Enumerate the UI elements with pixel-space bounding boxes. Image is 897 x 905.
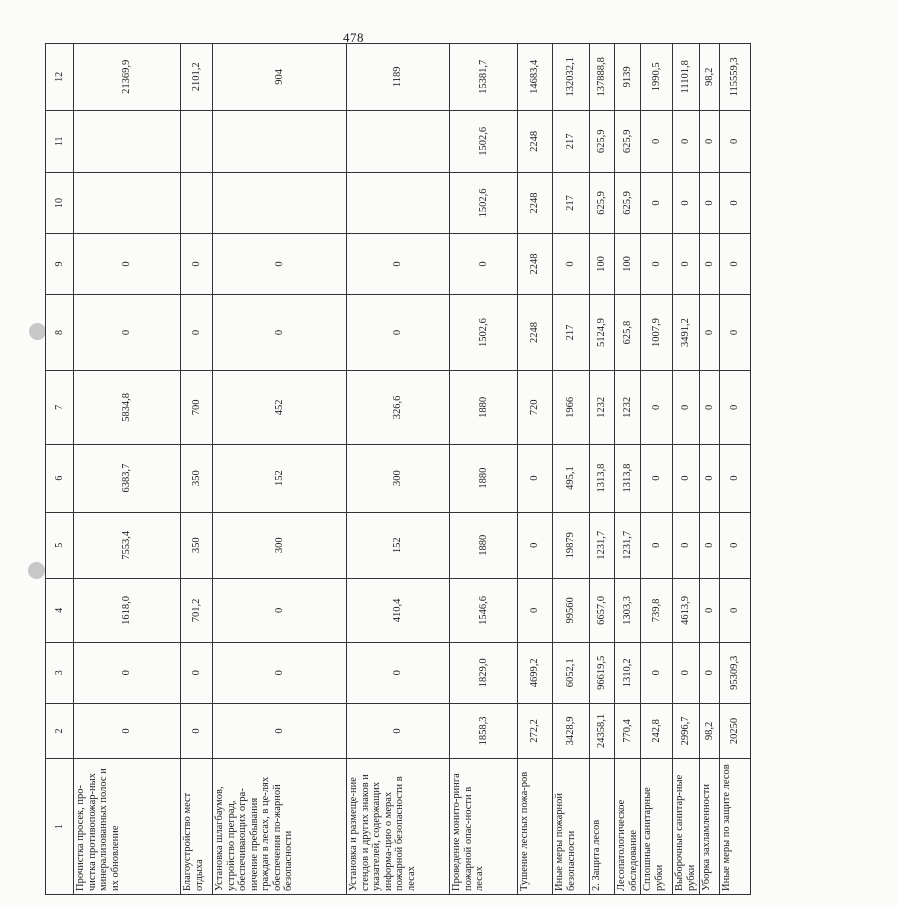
table-cell: 1232 (615, 371, 641, 444)
row-label: Проведение монито-ринга пожарной опас-ности в лесах (450, 759, 518, 895)
table-row (590, 44, 615, 895)
table-row (450, 44, 518, 895)
table-cell: 701,2 (181, 579, 213, 643)
table-cell: 625,9 (590, 173, 615, 234)
table-cell: 15381,7 (450, 44, 518, 111)
row-label: Установка шлагбаумов, устройство преград, обеспечивающих огра-ничение пребывания граждан в лесах, в це-лях обеспечения по-жарной безопасности (213, 759, 347, 895)
table-cell: 0 (641, 512, 673, 579)
forest-measures-table (45, 43, 751, 895)
table-cell: 1858,3 (450, 703, 518, 758)
table-cell: 0 (700, 642, 720, 703)
table-row (641, 44, 673, 895)
table-cell: 0 (700, 512, 720, 579)
table-cell: 1231,7 (590, 512, 615, 579)
table-row (615, 44, 641, 895)
table-row (700, 44, 720, 895)
column-header: 9 (46, 233, 74, 294)
row-label: Прочистка просек, про-чистка противопожар-ных минерализованных полос и их обновление (74, 759, 181, 895)
table-cell: 0 (700, 233, 720, 294)
table-cell: 7553,4 (74, 512, 181, 579)
table-cell: 2996,7 (673, 703, 700, 758)
table-cell: 0 (347, 294, 450, 370)
table-cell: 350 (181, 444, 213, 512)
table-cell: 132032,1 (553, 44, 590, 111)
table-cell: 0 (74, 703, 181, 758)
row-label: Иные меры по защите лесов (720, 759, 751, 895)
forest-measures-table-container (45, 43, 897, 891)
table-cell: 0 (181, 642, 213, 703)
table-row (553, 44, 590, 895)
column-header: 11 (46, 110, 74, 172)
punch-hole (29, 323, 46, 340)
table-cell: 2248 (518, 233, 553, 294)
table-cell: 98,2 (700, 703, 720, 758)
table-cell: 0 (720, 110, 751, 172)
table-cell: 96619,5 (590, 642, 615, 703)
table-cell: 1502,6 (450, 294, 518, 370)
column-header: 3 (46, 642, 74, 703)
table-cell: 1231,7 (615, 512, 641, 579)
table-cell: 217 (553, 173, 590, 234)
table-cell: 4699,2 (518, 642, 553, 703)
table-cell: 217 (553, 294, 590, 370)
table-cell: 1502,6 (450, 173, 518, 234)
page-number: 478 (343, 30, 364, 45)
table-cell: 0 (641, 173, 673, 234)
column-header: 1 (46, 759, 74, 895)
table-cell: 720 (518, 371, 553, 444)
table-cell: 625,9 (615, 173, 641, 234)
row-label: 2. Защита лесов (590, 759, 615, 895)
table-cell: 6052,1 (553, 642, 590, 703)
table-cell: 9139 (615, 44, 641, 111)
table-cell: 770,4 (615, 703, 641, 758)
table-cell (213, 173, 347, 234)
table-cell: 1829,0 (450, 642, 518, 703)
table-cell: 0 (518, 512, 553, 579)
table-cell: 452 (213, 371, 347, 444)
table-cell: 11101,8 (673, 44, 700, 111)
table-cell: 1880 (450, 512, 518, 579)
table-cell: 98,2 (700, 44, 720, 111)
table-cell: 0 (213, 294, 347, 370)
table-cell: 1618,0 (74, 579, 181, 643)
table-cell: 2101,2 (181, 44, 213, 111)
table-row (518, 44, 553, 895)
table-cell: 0 (720, 371, 751, 444)
table-cell: 0 (553, 233, 590, 294)
table-cell: 0 (74, 642, 181, 703)
table-cell: 0 (213, 233, 347, 294)
table-cell: 95309,3 (720, 642, 751, 703)
table-row (720, 44, 751, 895)
table-cell: 1313,8 (590, 444, 615, 512)
table-cell: 1007,9 (641, 294, 673, 370)
column-header: 7 (46, 371, 74, 444)
table-cell: 6657,0 (590, 579, 615, 643)
table-cell (74, 110, 181, 172)
table-cell: 0 (720, 579, 751, 643)
table-cell: 410,4 (347, 579, 450, 643)
table-cell: 1189 (347, 44, 450, 111)
table-cell: 904 (213, 44, 347, 111)
row-label: Сплошные санитарные рубки (641, 759, 673, 895)
table-cell: 0 (181, 294, 213, 370)
table-cell: 3491,2 (673, 294, 700, 370)
table-row (347, 44, 450, 895)
table-cell: 24358,1 (590, 703, 615, 758)
column-number-row (46, 44, 74, 895)
table-cell: 0 (450, 233, 518, 294)
table-cell: 0 (347, 642, 450, 703)
row-label: Благоустройство мест отдыха (181, 759, 213, 895)
table-cell: 0 (720, 512, 751, 579)
table-cell: 0 (673, 642, 700, 703)
table-cell: 1880 (450, 371, 518, 444)
table-cell: 1546,6 (450, 579, 518, 643)
column-header: 6 (46, 444, 74, 512)
table-cell: 4613,9 (673, 579, 700, 643)
table-cell: 0 (181, 703, 213, 758)
table-cell: 0 (74, 294, 181, 370)
table-cell: 300 (347, 444, 450, 512)
table-cell: 300 (213, 512, 347, 579)
table-cell: 0 (700, 110, 720, 172)
table-cell: 0 (213, 703, 347, 758)
table-cell: 152 (213, 444, 347, 512)
table-cell: 1232 (590, 371, 615, 444)
rotated-table-frame (45, 43, 741, 895)
table-cell: 1313,8 (615, 444, 641, 512)
table-cell: 5124,9 (590, 294, 615, 370)
table-cell: 1310,2 (615, 642, 641, 703)
table-cell: 0 (673, 173, 700, 234)
table-cell: 5834,8 (74, 371, 181, 444)
table-cell: 1303,3 (615, 579, 641, 643)
table-cell (181, 110, 213, 172)
table-cell: 0 (673, 371, 700, 444)
table-cell: 100 (615, 233, 641, 294)
table-cell: 326,6 (347, 371, 450, 444)
table-cell: 0 (181, 233, 213, 294)
table-cell: 1990,5 (641, 44, 673, 111)
column-header: 12 (46, 44, 74, 111)
table-cell: 0 (641, 642, 673, 703)
row-label: Выборочные санитар-ные рубки (673, 759, 700, 895)
punch-hole (28, 562, 45, 579)
table-cell: 625,8 (615, 294, 641, 370)
table-cell: 152 (347, 512, 450, 579)
table-cell: 137888,8 (590, 44, 615, 111)
table-cell (213, 110, 347, 172)
table-row (213, 44, 347, 895)
table-cell: 0 (673, 110, 700, 172)
table-cell: 625,9 (590, 110, 615, 172)
row-label: Установка и размеще-ние стендов и других знаков и указателей, содержащих информа-цию о мерах пожарной безопасности в лесах (347, 759, 450, 895)
column-header: 10 (46, 173, 74, 234)
table-cell: 19879 (553, 512, 590, 579)
table-cell: 2248 (518, 294, 553, 370)
table-cell: 2248 (518, 110, 553, 172)
table-cell: 0 (700, 444, 720, 512)
table-cell: 0 (641, 110, 673, 172)
table-cell: 0 (700, 371, 720, 444)
table-row (74, 44, 181, 895)
table-cell: 0 (641, 444, 673, 512)
table-row (181, 44, 213, 895)
table-cell: 3428,9 (553, 703, 590, 758)
table-row (673, 44, 700, 895)
table-cell: 0 (74, 233, 181, 294)
table-cell: 0 (347, 233, 450, 294)
table-cell: 0 (720, 233, 751, 294)
table-cell: 2248 (518, 173, 553, 234)
table-cell: 1880 (450, 444, 518, 512)
table-cell: 272,2 (518, 703, 553, 758)
table-cell: 739,8 (641, 579, 673, 643)
table-cell: 0 (673, 444, 700, 512)
table-cell: 0 (720, 444, 751, 512)
table-cell (74, 173, 181, 234)
table-cell: 242,8 (641, 703, 673, 758)
table-body (74, 44, 751, 895)
table-cell: 0 (347, 703, 450, 758)
table-cell: 0 (673, 512, 700, 579)
table-cell: 100 (590, 233, 615, 294)
table-cell: 99560 (553, 579, 590, 643)
table-cell (347, 110, 450, 172)
table-cell: 0 (700, 579, 720, 643)
column-header: 5 (46, 512, 74, 579)
table-cell (181, 173, 213, 234)
table-cell: 0 (213, 642, 347, 703)
table-cell: 0 (720, 173, 751, 234)
table-cell: 21369,9 (74, 44, 181, 111)
table-cell: 0 (673, 233, 700, 294)
table-cell: 6383,7 (74, 444, 181, 512)
table-cell: 625,9 (615, 110, 641, 172)
table-cell (347, 173, 450, 234)
table-cell: 14683,4 (518, 44, 553, 111)
table-cell: 700 (181, 371, 213, 444)
table-cell: 115559,3 (720, 44, 751, 111)
table-cell: 1966 (553, 371, 590, 444)
table-cell: 0 (700, 294, 720, 370)
table-cell: 1502,6 (450, 110, 518, 172)
row-label: Лесопатологическое обследование (615, 759, 641, 895)
column-header: 4 (46, 579, 74, 643)
table-cell: 350 (181, 512, 213, 579)
column-header: 8 (46, 294, 74, 370)
table-cell: 0 (641, 371, 673, 444)
table-cell: 0 (641, 233, 673, 294)
table-cell: 217 (553, 110, 590, 172)
table-cell: 0 (518, 579, 553, 643)
table-cell: 495,1 (553, 444, 590, 512)
row-label: Уборка захламленности (700, 759, 720, 895)
column-header: 2 (46, 703, 74, 758)
table-cell: 0 (720, 294, 751, 370)
table-cell: 20250 (720, 703, 751, 758)
row-label: Тушение лесных пожа-ров (518, 759, 553, 895)
row-label: Иные меры пожарной безопасности (553, 759, 590, 895)
table-cell: 0 (518, 444, 553, 512)
table-cell: 0 (700, 173, 720, 234)
table-cell: 0 (213, 579, 347, 643)
